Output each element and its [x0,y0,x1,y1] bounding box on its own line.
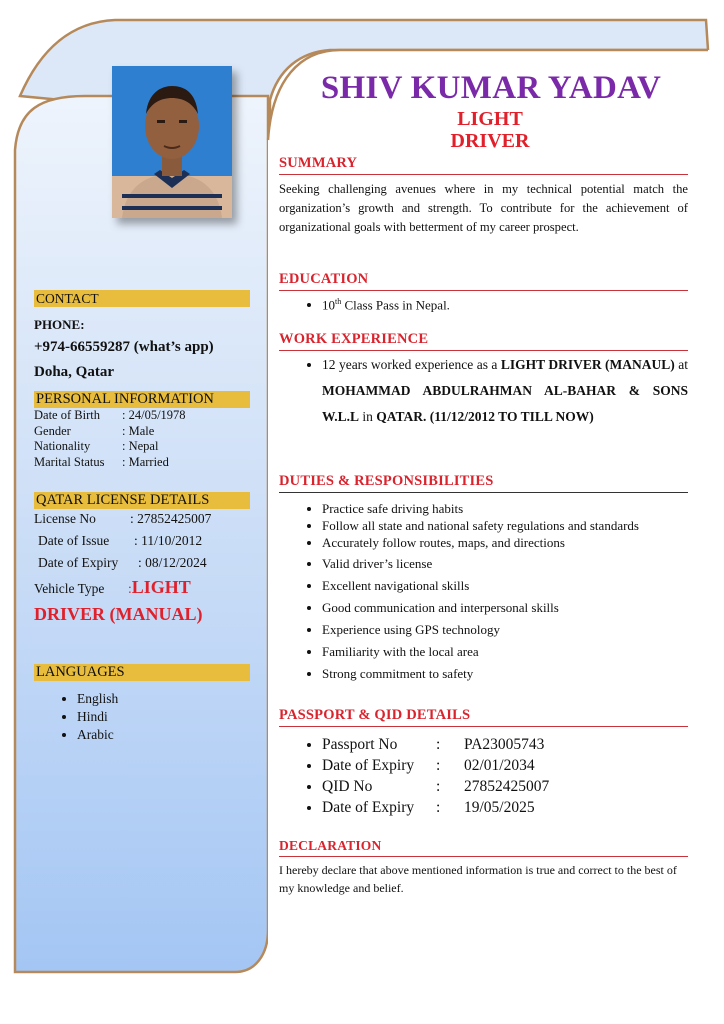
license-heading: QATAR LICENSE DETAILS [34,492,250,509]
personal-row: Date of Birth : 24/05/1978 [34,408,186,422]
contact-heading: CONTACT [34,290,250,307]
summary-text: Seeking challenging avenues where in my technical potential match the organization’s growth and strength. To contribute for the achievement of organizational goals with betterment of my career prospect. [279,182,688,234]
job-title-line1: LIGHT [457,108,523,130]
phone-label: PHONE: [34,317,85,332]
personal-row: Marital Status : Married [34,454,169,469]
list-item: • Good communication and interpersonal skills [322,597,688,619]
summary-heading: SUMMARY [279,155,688,175]
vehicle-type-row: Vehicle Type :LIGHT [34,577,191,597]
duties-heading: DUTIES & RESPONSIBILITIES [279,473,688,493]
location: Doha, Qatar [34,364,114,380]
job-title-line2: DRIVER [450,130,530,152]
education-list [279,297,688,313]
vehicle-type-value: DRIVER (MANUAL) [34,604,203,624]
list-item: • 12 years worked experience as a LIGHT DRIVER (MANAUL) at MOHAMMAD ABDULRAHMAN AL-BAHAR & SONS W.L.L in QATAR. (11/12/2012 TO TILL NOW) [322,352,688,430]
phone-number[interactable]: +974-66559287 (what’s app) [34,339,214,355]
personal-row: Gender : Male [34,423,155,438]
list-item: • Familiarity with the local area [322,641,688,663]
personal-heading: PERSONAL INFORMATION [34,391,250,408]
list-item: • Practice safe driving habits [322,500,688,517]
list-item: • 10th Class Pass in Nepal. [322,297,688,313]
list-item: • Arabic [77,726,250,744]
candidate-name: SHIV KUMAR YADAV [320,70,662,106]
license-no-row: License No : 27852425007 [34,511,212,526]
declaration-text: I hereby declare that above mentioned information is true and correct to the best of my knowledge and belief. [279,863,677,895]
list-item: • Follow all state and national safety regulations and standards [322,517,688,534]
languages-list [34,690,250,744]
work-heading: WORK EXPERIENCE [279,331,688,351]
languages-heading: LANGUAGES [34,664,250,681]
personal-info [34,408,250,470]
list-item: • Valid driver’s license [322,553,688,575]
declaration-heading: DECLARATION [279,838,688,857]
list-item: • Accurately follow routes, maps, and directions [322,534,688,551]
list-item: • Excellent navigational skills [322,575,688,597]
list-item: • Date of Expiry : 02/01/2034 [322,755,688,776]
person-avatar-icon [112,66,232,218]
passport-list [279,734,688,818]
education-heading: EDUCATION [279,271,688,291]
license-expiry-row: Date of Expiry : 08/12/2024 [38,555,207,570]
list-item: • Strong commitment to safety [322,663,688,685]
list-item: • English [77,690,250,708]
list-item: • Date of Expiry : 19/05/2025 [322,797,688,818]
personal-row: Nationality : Nepal [34,439,159,453]
work-experience [279,352,688,430]
list-item: • Experience using GPS technology [322,619,688,641]
profile-photo [112,66,232,218]
list-item: • QID No : 27852425007 [322,776,688,797]
license-issue-row: Date of Issue : 11/10/2012 [38,533,203,548]
duties-list [279,500,688,685]
list-item: • Hindi [77,708,250,726]
passport-heading: PASSPORT & QID DETAILS [279,707,688,727]
list-item: • Passport No : PA23005743 [322,734,688,755]
